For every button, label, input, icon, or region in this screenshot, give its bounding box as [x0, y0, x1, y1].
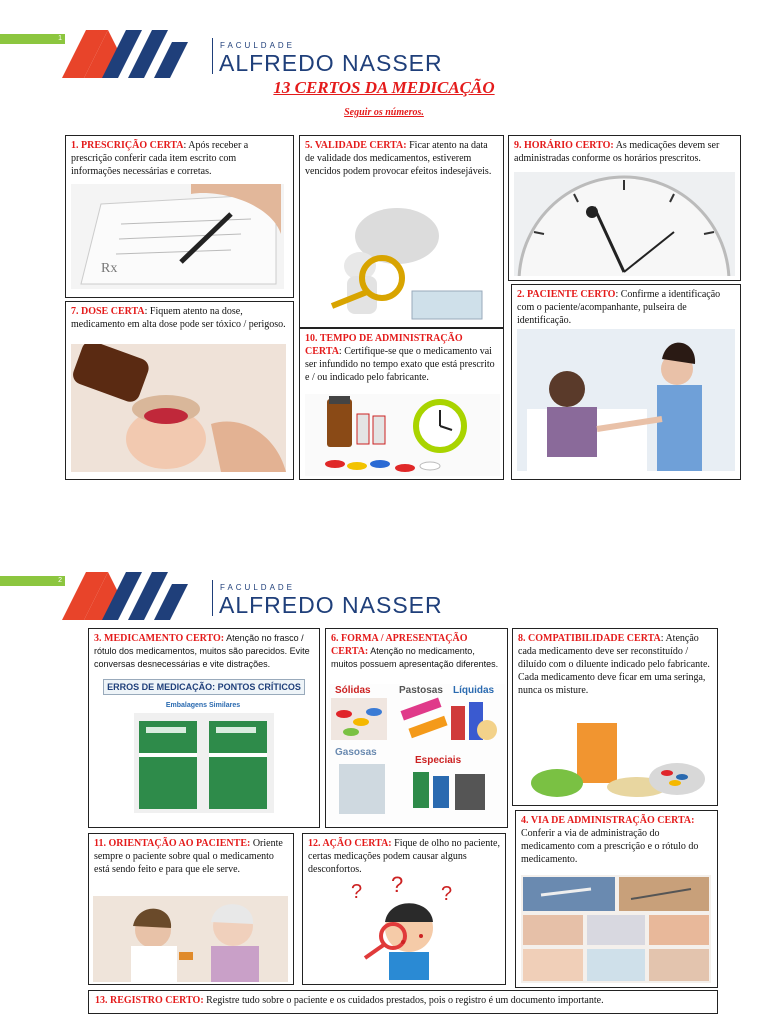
clock-photo [514, 172, 735, 276]
page-marker: 2 [0, 576, 65, 586]
logo-name: ALFREDO NASSER [219, 50, 443, 76]
logo-name: ALFREDO NASSER [219, 592, 443, 618]
svg-text:?: ? [351, 881, 363, 903]
doctor-elderly-photo [93, 896, 288, 982]
card-dose [65, 301, 294, 480]
card-text: Atenção no medicamento, muitos possuem apresentação diferentes. [331, 646, 499, 669]
form-label-liquidas: Líquidas [453, 685, 495, 696]
worried-cartoon-illustration [331, 876, 481, 980]
administration-routes-collage [521, 875, 711, 983]
magnifier-figure-photo [322, 196, 487, 324]
card-registro [88, 990, 718, 1014]
form-label-solidas: Sólidas [335, 685, 371, 696]
card-heading: 7. DOSE CERTA [71, 306, 145, 317]
logo-divider [212, 580, 213, 616]
nurse-patient-photo [517, 329, 735, 471]
card-compatibilidade [512, 628, 718, 806]
form-label-pastosas: Pastosas [399, 685, 443, 696]
prescription-photo [71, 184, 284, 289]
card-heading: 4. VIA DE ADMINISTRAÇÃO CERTA: [521, 815, 695, 826]
logo-divider [212, 38, 213, 74]
svg-text:?: ? [391, 876, 404, 897]
logo-faculty: FACULDADE [220, 41, 296, 50]
page-marker: 1 [0, 34, 65, 44]
card-heading: 6. FORMA / APRESENTAÇÃO CERTA: [331, 633, 468, 657]
juice-pills-photo [527, 721, 707, 801]
card-orientacao-paciente [88, 833, 294, 985]
form-label-especiais: Especiais [415, 755, 462, 766]
logo-mark [62, 572, 197, 622]
figure-subtitle: Embalagens Similares [165, 702, 241, 709]
document-subtitle: Seguir os números. [344, 107, 424, 118]
card-heading: 12. AÇÃO CERTA: [308, 838, 392, 849]
card-text: Atenção no frasco / rótulo dos medicamentos, muitos são parecidos. Evite conversas desnecessárias e vite distrações. [94, 633, 310, 669]
card-heading: 8. COMPATIBILIDADE CERTA [518, 633, 661, 644]
svg-text:?: ? [441, 883, 453, 905]
card-text: : Após receber a prescrição conferir cada item escrito com informações necessárias e corretas. [71, 140, 249, 177]
drug-forms-collage [329, 684, 505, 824]
form-label-gasosas: Gasosas [335, 747, 377, 758]
document-title: 13 CERTOS DA MEDICAÇÃO [273, 78, 495, 97]
card-paciente [511, 284, 741, 480]
card-heading: 5. VALIDADE CERTA: [305, 140, 407, 151]
card-text: : Fiquem atento na dose, medicamento em alta dose pode ser tóxico / perigoso. [71, 306, 286, 330]
card-tempo-administracao [299, 328, 504, 480]
card-heading: 11. ORIENTAÇÃO AO PACIENTE: [94, 838, 251, 849]
logo-faculty: FACULDADE [220, 583, 296, 592]
card-heading: 3. MEDICAMENTO CERTO: [94, 633, 225, 644]
card-heading: 10. TEMPO DE ADMINISTRAÇÃO CERTA [305, 333, 463, 357]
card-heading: 13. REGISTRO CERTO: [95, 995, 204, 1006]
card-heading: 9. HORÁRIO CERTO: [514, 140, 614, 151]
card-text: Conferir a via de administração do medicamento com a prescrição e o rótulo do medicamento. [521, 828, 699, 865]
svg-text:Rx: Rx [101, 261, 118, 276]
card-via-administracao [515, 810, 718, 988]
card-text: Registre tudo sobre o paciente e os cuidados prestados, pois o registro é um documento importante. [203, 995, 604, 1006]
card-heading: 1. PRESCRIÇÃO CERTA [71, 140, 184, 151]
child-medicine-photo [71, 344, 286, 472]
card-forma-apresentacao [325, 628, 508, 828]
card-medicamento [88, 628, 320, 828]
card-text: Ficar atento na data de validade dos medicamentos, estiverem vencidos podem provocar efeitos indesejáveis. [305, 140, 492, 177]
card-text: : Certifique-se que o medicamento vai ser infundido no tempo exato que está prescrito e / ou indicado pelo fabricante. [305, 346, 495, 383]
card-text: : Confirme a identificação com o paciente/acompanhante, pulseira de identificação. [517, 289, 721, 326]
figure-title: ERROS DE MEDICAÇÃO: PONTOS CRÍTICOS [103, 679, 305, 695]
card-heading: 2. PACIENTE CERTO [517, 289, 616, 300]
card-validade [299, 135, 504, 328]
card-text: : Atenção cada medicamento deve ser reconstituído / diluído com o diluente indicado pelo fabricante. Cada medicamento deve ficar em uma seringa, nunca os misture. [518, 633, 710, 696]
card-horario [508, 135, 741, 281]
card-text: Oriente sempre o paciente sobre qual o medicamento está sendo feito e para que ele serve. [94, 838, 283, 875]
card-text: Fique de olho no paciente, certas medicações podem causar alguns desconfortos. [308, 838, 500, 875]
card-prescricao [65, 135, 294, 298]
logo-mark [62, 30, 197, 80]
similar-packages-photo [134, 713, 274, 813]
card-acao [302, 833, 506, 985]
card-text: As medicações devem ser administradas conforme os horários prescritos. [514, 140, 720, 164]
pills-clock-photo [305, 394, 500, 476]
